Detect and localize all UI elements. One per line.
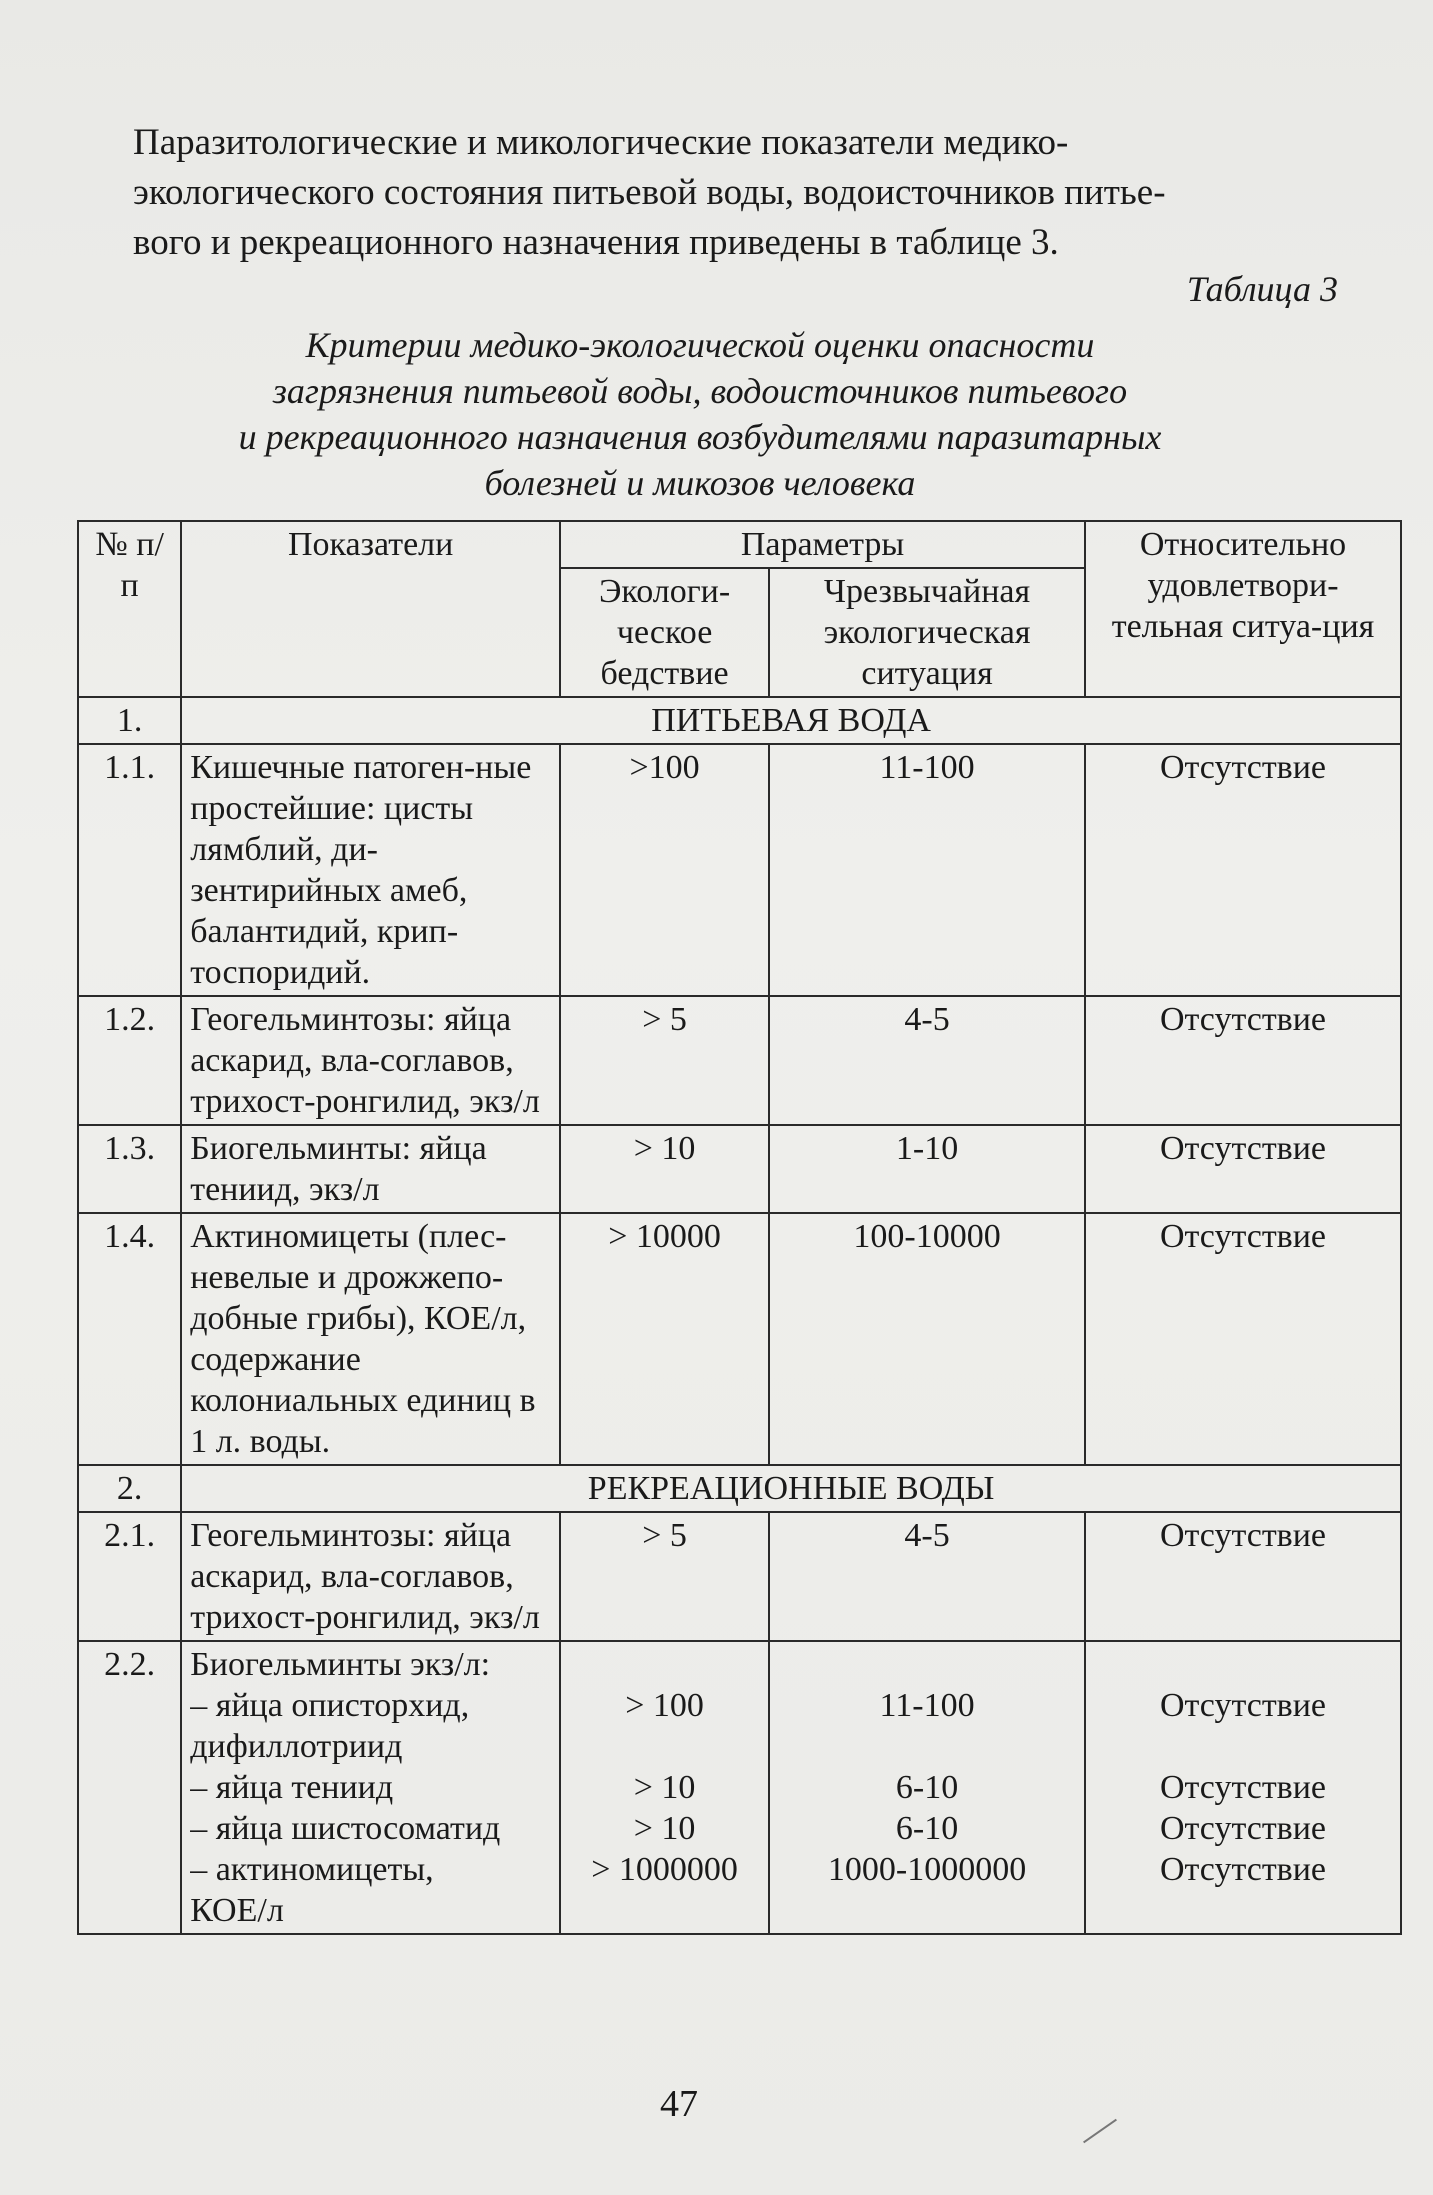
row-eco: > 5 <box>560 1512 769 1641</box>
row-emergency <box>769 1641 1085 1934</box>
eco-value: > 10 <box>633 1769 696 1806</box>
table-label: Таблица 3 <box>1186 269 1338 309</box>
row-num: 1.2. <box>78 996 181 1125</box>
row-indicator: Биогельминты: яйца тениид, экз/л <box>181 1125 560 1213</box>
indicator-line: – яйца тениид <box>190 1769 394 1806</box>
row-relative: Отсутствие <box>1085 744 1401 996</box>
caption-line: Критерии медико-экологической оценки опасности <box>305 325 1095 365</box>
row-emergency: 1-10 <box>769 1125 1085 1213</box>
row-eco <box>560 1641 769 1934</box>
pen-stroke <box>1083 2119 1117 2144</box>
header-num: № п/п <box>78 521 181 697</box>
table-row <box>78 1512 1401 1641</box>
header-indicator: Показатели <box>181 521 560 697</box>
emergency-value: 6-10 <box>895 1810 959 1847</box>
row-emergency: 100-10000 <box>769 1213 1085 1465</box>
table-row <box>78 1213 1401 1465</box>
intro-line: Паразитологические и микологические показатели медико- <box>133 122 1069 163</box>
emergency-value: 6-10 <box>895 1769 959 1806</box>
relative-value: Отсутствие <box>1159 1851 1327 1888</box>
caption-line: загрязнения питьевой воды, водоисточников питьевого <box>272 371 1128 411</box>
table-row <box>78 744 1401 996</box>
section-row <box>78 1465 1401 1512</box>
eco-value: > 10 <box>633 1810 696 1847</box>
caption-line: и рекреационного назначения возбудителями паразитарных <box>238 417 1162 457</box>
table-row <box>78 1125 1401 1213</box>
row-relative: Отсутствие <box>1085 1512 1401 1641</box>
section-num: 1. <box>78 697 181 744</box>
header-params: Параметры <box>560 521 1085 568</box>
intro-line: вого и рекреационного назначения приведены в таблице 3. <box>133 222 1059 263</box>
row-eco: > 10 <box>560 1125 769 1213</box>
row-indicator: Геогельминтозы: яйца аскарид, вла-соглавов, трихост-ронгилид, экз/л <box>181 996 560 1125</box>
relative-value: Отсутствие <box>1159 1769 1327 1806</box>
indicator-line: – актиномицеты, <box>190 1851 434 1888</box>
indicator-line: – яйца шистосоматид <box>190 1810 501 1847</box>
row-indicator: Кишечные патоген-ные простейшие: цисты лямблий, ди-зентирийных амеб, балантидий, крип-тоспоридий. <box>181 744 560 996</box>
indicator-line: – яйца описторхид, <box>190 1687 470 1724</box>
criteria-table <box>77 520 1402 1935</box>
row-relative: Отсутствие <box>1085 996 1401 1125</box>
section-row <box>78 697 1401 744</box>
section-title: ПИТЬЕВАЯ ВОДА <box>181 697 1401 744</box>
caption-line: болезней и микозов человека <box>484 463 916 503</box>
section-num: 2. <box>78 1465 181 1512</box>
row-eco: > 10000 <box>560 1213 769 1465</box>
row-eco: >100 <box>560 744 769 996</box>
section-title: РЕКРЕАЦИОННЫЕ ВОДЫ <box>181 1465 1401 1512</box>
intro-line: экологического состояния питьевой воды, водоисточников питье- <box>133 172 1166 213</box>
row-num: 1.4. <box>78 1213 181 1465</box>
relative-value: Отсутствие <box>1159 1687 1327 1724</box>
table-caption <box>100 322 1300 506</box>
row-indicator: Геогельминтозы: яйца аскарид, вла-соглавов, трихост-ронгилид, экз/л <box>181 1512 560 1641</box>
row-relative: Отсутствие <box>1085 1213 1401 1465</box>
header-emergency: Чрезвычайная экологическая ситуация <box>769 568 1085 697</box>
row-num: 1.3. <box>78 1125 181 1213</box>
indicator-line: Биогельминты экз/л: <box>190 1646 491 1683</box>
page-number: 47 <box>660 2083 698 2125</box>
eco-value: > 100 <box>625 1687 704 1724</box>
eco-value: > 1000000 <box>591 1851 738 1888</box>
row-emergency: 11-100 <box>769 744 1085 996</box>
header-row <box>78 521 1401 568</box>
row-relative <box>1085 1641 1401 1934</box>
table-row <box>78 1641 1401 1934</box>
emergency-value: 11-100 <box>879 1687 975 1724</box>
row-relative: Отсутствие <box>1085 1125 1401 1213</box>
relative-value: Отсутствие <box>1159 1810 1327 1847</box>
row-indicator: Актиномицеты (плес-невелые и дрожжепо-добные грибы), КОЕ/л, содержание колониальных единиц в 1 л. воды. <box>181 1213 560 1465</box>
header-eco-disaster: Экологи-ческое бедствие <box>560 568 769 697</box>
intro-paragraph <box>133 118 1333 268</box>
emergency-value: 1000-1000000 <box>827 1851 1027 1888</box>
row-num: 2.1. <box>78 1512 181 1641</box>
header-relative: Относительно удовлетвори-тельная ситуа-ция <box>1085 521 1401 697</box>
row-eco: > 5 <box>560 996 769 1125</box>
row-num: 1.1. <box>78 744 181 996</box>
indicator-line: КОЕ/л <box>190 1892 284 1929</box>
indicator-line: дифиллотриид <box>190 1728 403 1765</box>
row-emergency: 4-5 <box>769 996 1085 1125</box>
row-num: 2.2. <box>78 1641 181 1934</box>
table-row <box>78 996 1401 1125</box>
row-indicator <box>181 1641 560 1934</box>
row-emergency: 4-5 <box>769 1512 1085 1641</box>
